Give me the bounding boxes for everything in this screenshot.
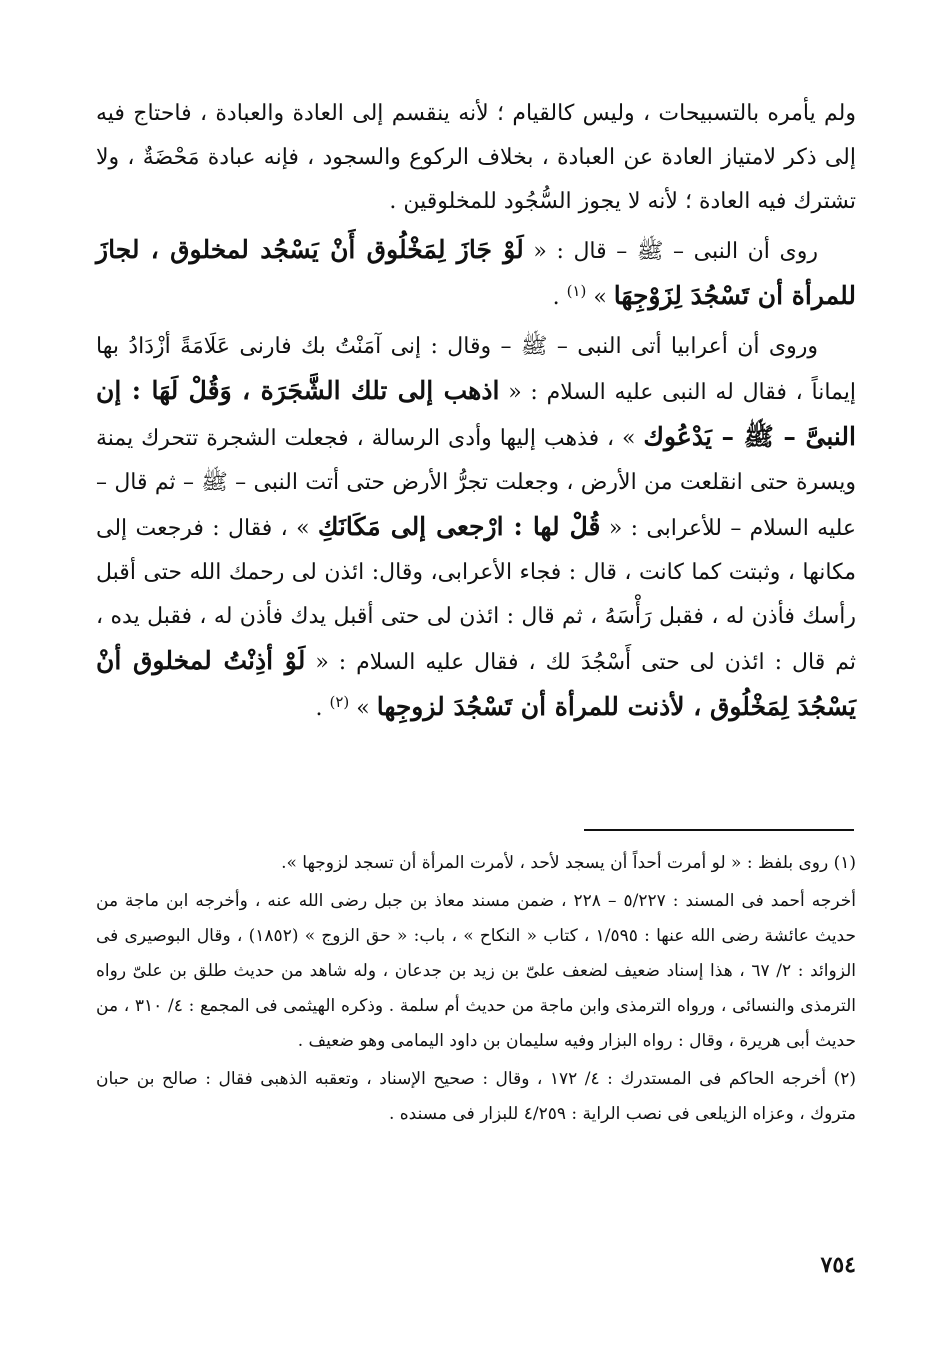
paragraph-2: [96, 228, 856, 321]
page-number: ٧٥٤: [820, 1252, 856, 1278]
footnote-2: (٢) أخرجه الحاكم فى المستدرك : ٤/ ١٧٢ ، وقال : صحيح الإسناد ، وتعقبه الذهبى فقال : صالح بن حبان متروك ، وعزاه الزيلعى فى نصب الراية : ٤/٢٥٩ للبزار فى مسنده .: [96, 1069, 856, 1124]
paragraph-3-text-b: » ، فذهب إليها وأدى الرسالة ، فجعلت الشجرة تتحرك يمنة ويسرة حتى انقلعت من الأرض ، وجعلت تجرُّ الأرض حتى أتت النبى – ﷺ – ثم قال – عليه السلام – للأعرابى : «: [96, 426, 856, 541]
sentence-end: .: [315, 696, 330, 721]
hadith-quote-1: لَوْ جَازَ لِمَخْلُوق أَنْ يَسْجُد لمخلوق ، لجازَ للمرأة أن تَسْجُدَ لِزَوْجِهَا: [96, 235, 856, 310]
hadith-quote-3: قُلْ لها : ارْجعى إلى مَكَانَكِ: [317, 512, 601, 541]
footnote-ref-1: (١): [566, 282, 587, 300]
paragraph-1: [96, 92, 856, 224]
paragraph-1-text: ولم يأمره بالتسبيحات ، وليس كالقيام ؛ لأنه ينقسم إلى العادة والعبادة ، فاحتاج فيه إلى ذكر لامتياز العادة عن العبادة ، بخلاف الركوع والسجود ، فإنه عبادة مَحْضَةٌ ، ولا تشترك فيه العادة ؛ لأنه لا يجوز السُّجُود للمخلوقين .: [96, 101, 856, 214]
hadith-quote-2: اذهب إلى تلك الشَّجَرَة ، وَقُلْ لَهَا : إن النبىَّ – ﷺ – يَدْعُوك: [96, 376, 856, 451]
footnote-separator: [584, 829, 854, 831]
footnote-ref-2: (٢): [329, 693, 350, 711]
sentence-end: .: [552, 285, 567, 310]
quote-close: »: [349, 696, 377, 721]
footnote-1-sources: أخرجه أحمد فى المسند : ٥/٢٢٧ – ٢٢٨ ، ضمن مسند معاذ بن جبل رضى الله عنه ، وأخرجه ابن ماجة من حديث عائشة رضى الله عنها : ١/٥٩٥ ، كتاب « النكاح » ، باب: « حق الزوج » (١٨٥٢) ، وقال البوصيرى فى الزوائد : ٢/ ٦٧ ، هذا إسناد ضعيف لضعف علىّ بن زيد بن جدعان ، وله شاهد من حديث طلق بن علىّ رواه الترمذى والنسائى ، ورواه الترمذى وابن ماجة من حديث أم سلمة . وذكره الهيثمى فى المجمع : ٤/ ٣١٠ ، من حديث أبى هريرة ، وقال : رواه البزار وفيه سليمان بن داود اليمامى وهو ضعيف .: [96, 891, 857, 1051]
paragraph-3: [96, 325, 856, 732]
quote-close: »: [586, 285, 614, 310]
paragraph-3-text-c: » ، فقال : فرجعت إلى مكانها ، وثبتت كما كانت ، قال : فجاء الأعرابى، وقال: ائذن لى رحمك الله حتى أقبل رأسك فأذن له ، فقبل رَأْسَهُ ، ثم قال : ائذن لى حتى أقبل يدك فأذن له ، فقبل يده ، ثم قال : ائذن لى حتى أَسْجُدَ لك ، فقال عليه السلام : «: [96, 516, 856, 675]
main-text: [96, 92, 856, 732]
paragraph-3-text-a: وروى أن أعرابيا أتى النبى – ﷺ – وقال : إنى آمَنْتُ بك فارنى عَلَامَةً أزْدَادُ بها إيماناً ، فقال له النبى عليه السلام : «: [96, 334, 856, 405]
hadith-quote-4: لَوْ أذِنْتُ لمخلوق أنْ يَسْجُدَ لِمَخْلُوق ، لأذنت للمرأة أن تَسْجُدَ لزوجِها: [96, 646, 856, 721]
footnotes: [96, 846, 856, 1132]
paragraph-2-intro: روى أن النبى – ﷺ – قال : «: [523, 239, 818, 264]
footnote-1: (١) روى بلفظ : « لو أمرت أحداً أن يسجد لأحد ، لأمرت المرأة أن تسجد لزوجها ».: [281, 853, 856, 873]
